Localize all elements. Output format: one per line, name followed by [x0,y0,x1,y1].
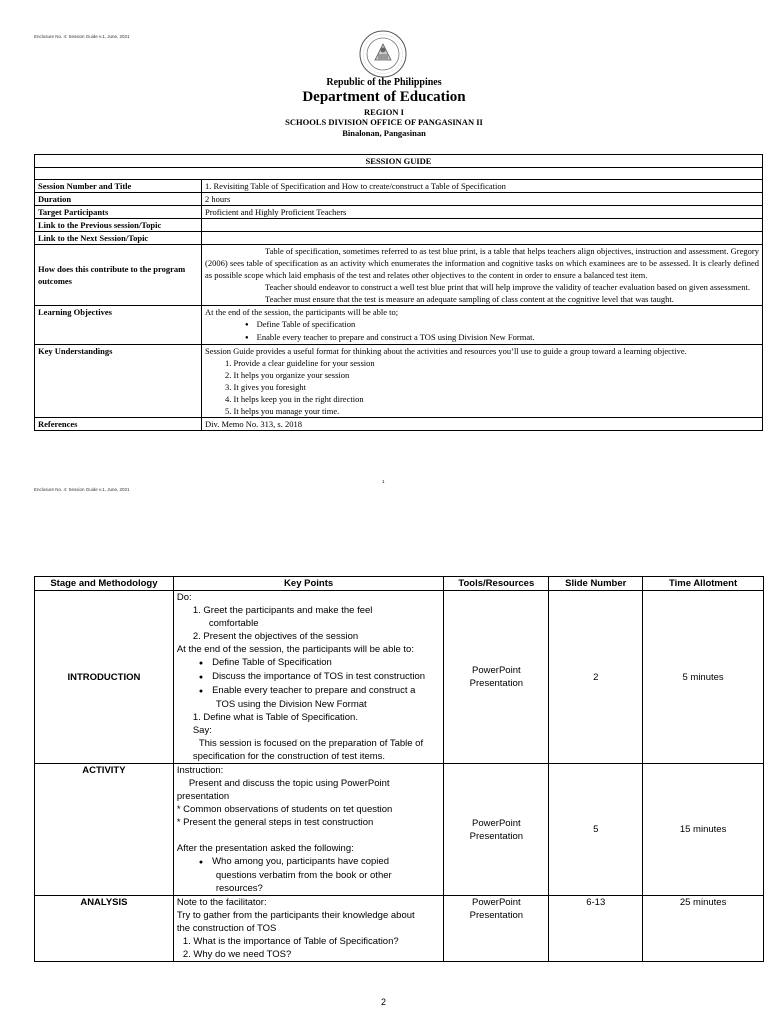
slide-analysis: 6-13 [549,896,643,962]
objectives-intro: At the end of the session, the participants will be able to; [205,307,399,317]
list-item: ● Enable every teacher to prepare and construct a TOS using Division New Format. [245,331,759,344]
key-points-introduction [173,591,444,764]
page-number-1: 1 [382,479,385,484]
session-guide-title: SESSION GUIDE [35,155,763,168]
contribution-value [202,245,763,306]
header-stage: Stage and Methodology [35,577,174,591]
header-slide-number: Slide Number [549,577,643,591]
session-number-label: Session Number and Title [35,180,202,193]
session-guide-table [34,154,763,431]
list-item: 2. It helps you organize your session [225,370,350,380]
table-row [35,591,764,764]
tools-line: Presentation [469,830,524,842]
key-point-line: After the presentation asked the following: [176,843,354,854]
participants-label: Target Participants [35,206,202,219]
next-session-value [202,232,763,245]
key-point-line: At the end of the session, the participants will be able to: [176,644,414,655]
key-point-line: 2. Present the objectives of the session [192,631,359,642]
time-activity: 15 minutes [643,764,764,896]
objectives-value [202,306,763,345]
time-analysis: 25 minutes [643,896,764,962]
list-item: 5. It helps you manage your time. [225,406,340,416]
key-point-line: 1. Greet the participants and make the feel [192,605,373,616]
tools-line: Presentation [469,678,524,689]
participants-value: Proficient and Highly Proficient Teachers [202,206,763,219]
key-point-line: resources? [215,883,263,894]
objectives-list [205,318,759,344]
key-point-line: 1. What is the importance of Table of Specification? [182,936,399,947]
key-point-line: This session is focused on the preparation of Table of [198,738,424,749]
key-point-line: questions verbatim from the book or other [215,870,392,881]
stage-activity: ACTIVITY [35,764,174,896]
contribution-paragraph-3: Teacher must ensure that the test is measure an adequate sampling of class content at the cognitive level that was taught. [265,294,674,304]
key-point-line: Say: [192,725,212,736]
key-point-bullet: ● Who among you, participants have copied [177,855,441,869]
references-value: Div. Memo No. 313, s. 2018 [202,418,763,431]
previous-session-label: Link to the Previous session/Topic [35,219,202,232]
stage-analysis: ANALYSIS [35,896,174,962]
key-point-line: 2. Why do we need TOS? [182,949,292,960]
list-item: 3. It gives you foresight [225,382,306,392]
key-point-line: * Common observations of students on tet question [176,804,393,815]
understandings-list [205,357,759,417]
key-point-line: presentation [176,791,230,802]
header-division-office: SCHOOLS DIVISION OFFICE OF PANGASINAN II [285,117,483,127]
methodology-table [34,576,764,962]
tools-introduction [444,591,549,764]
list-item: 4. It helps keep you in the right direction [225,394,364,404]
understandings-intro: Session Guide provides a useful format for thinking about the activities and resources you’ll use to guide a group toward a learning objective. [205,346,687,356]
next-session-label: Link to the Next Session/Topic [35,232,202,245]
key-point-line: * Present the general steps in test construction [176,817,374,828]
key-point-line: TOS using the Division New Format [215,699,367,710]
header-time-allotment: Time Allotment [643,577,764,591]
contribution-label: How does this contribute to the program outcomes [35,245,202,306]
contribution-paragraph-1: Table of specification, sometimes referred to as test blue print, is a table that helps teachers align objectives, instruction and assessment. Gregory (2006) sees table of specification as an activity which enumerates the information and cognitive tasks on which examinees are to be assessed. It is clearly defined as possible scope which laid emphasis of the test and relates other objectives to the content in order to ensure a balanced test item. [205,246,759,280]
objectives-label: Learning Objectives [35,306,202,345]
time-introduction: 5 minutes [643,591,764,764]
key-point-line: Try to gather from the participants their knowledge about [176,910,415,921]
session-number-value: 1. Revisiting Table of Specification and How to create/construct a Table of Specification [202,180,763,193]
stage-introduction: INTRODUCTION [35,591,174,764]
deped-seal-logo [359,30,407,78]
key-point-line: Present and discuss the topic using PowerPoint [188,778,390,789]
previous-session-value [202,219,763,232]
slide-activity: 5 [549,764,643,896]
key-point-line: comfortable [208,618,259,629]
contribution-paragraph-2: Teacher should endeavor to construct a well test blue print that will help improve the validity of teacher evaluation based on given assessment. [265,282,750,292]
header-department: Department of Education [302,89,466,105]
header-location: Binalonan, Pangasinan [342,128,426,138]
header-republic: Republic of the Philippines [326,77,442,88]
header-tools: Tools/Resources [444,577,549,591]
tools-line: Presentation [469,910,524,921]
header-key-points: Key Points [173,577,444,591]
blank-row [35,168,763,180]
key-points-analysis [173,896,444,962]
table-row [35,896,764,962]
enclosure-note-page-2: Enclosure No. 4: Session Guide v.1, June, 2021 [34,487,130,492]
enclosure-note: Enclosure No. 4: Session Guide v.1, June, 2021 [34,34,130,39]
key-point-bullet: ● Discuss the importance of TOS in test construction [177,670,441,684]
list-item: ● Define Table of specification [245,318,759,331]
key-point-line: specification for the construction of test items. [192,751,386,762]
references-label: References [35,418,202,431]
table-row [35,764,764,896]
duration-label: Duration [35,193,202,206]
tools-activity [444,764,549,896]
page-number-2: 2 [381,997,387,1007]
key-points-activity [173,764,444,896]
key-point-line: Instruction: [176,765,224,776]
key-point-line: Note to the facilitator: [176,897,267,908]
key-point-line: Do: [176,592,192,603]
key-point-bullet: ● Enable every teacher to prepare and construct a [177,684,441,698]
slide-introduction: 2 [549,591,643,764]
tools-line: PowerPoint [472,897,521,908]
tools-line: PowerPoint [472,665,521,676]
duration-value: 2 hours [202,193,763,206]
key-point-line: the construction of TOS [176,923,277,934]
tools-line: PowerPoint [472,817,521,829]
key-point-line: 1. Define what is Table of Specification. [192,712,358,723]
understandings-value [202,345,763,418]
header-region: REGION I [364,107,404,117]
spacer [177,829,441,842]
understandings-label: Key Understandings [35,345,202,418]
key-point-bullet: ● Define Table of Specification [177,656,441,670]
list-item: 1. Provide a clear guideline for your session [225,358,375,368]
tools-analysis [444,896,549,962]
